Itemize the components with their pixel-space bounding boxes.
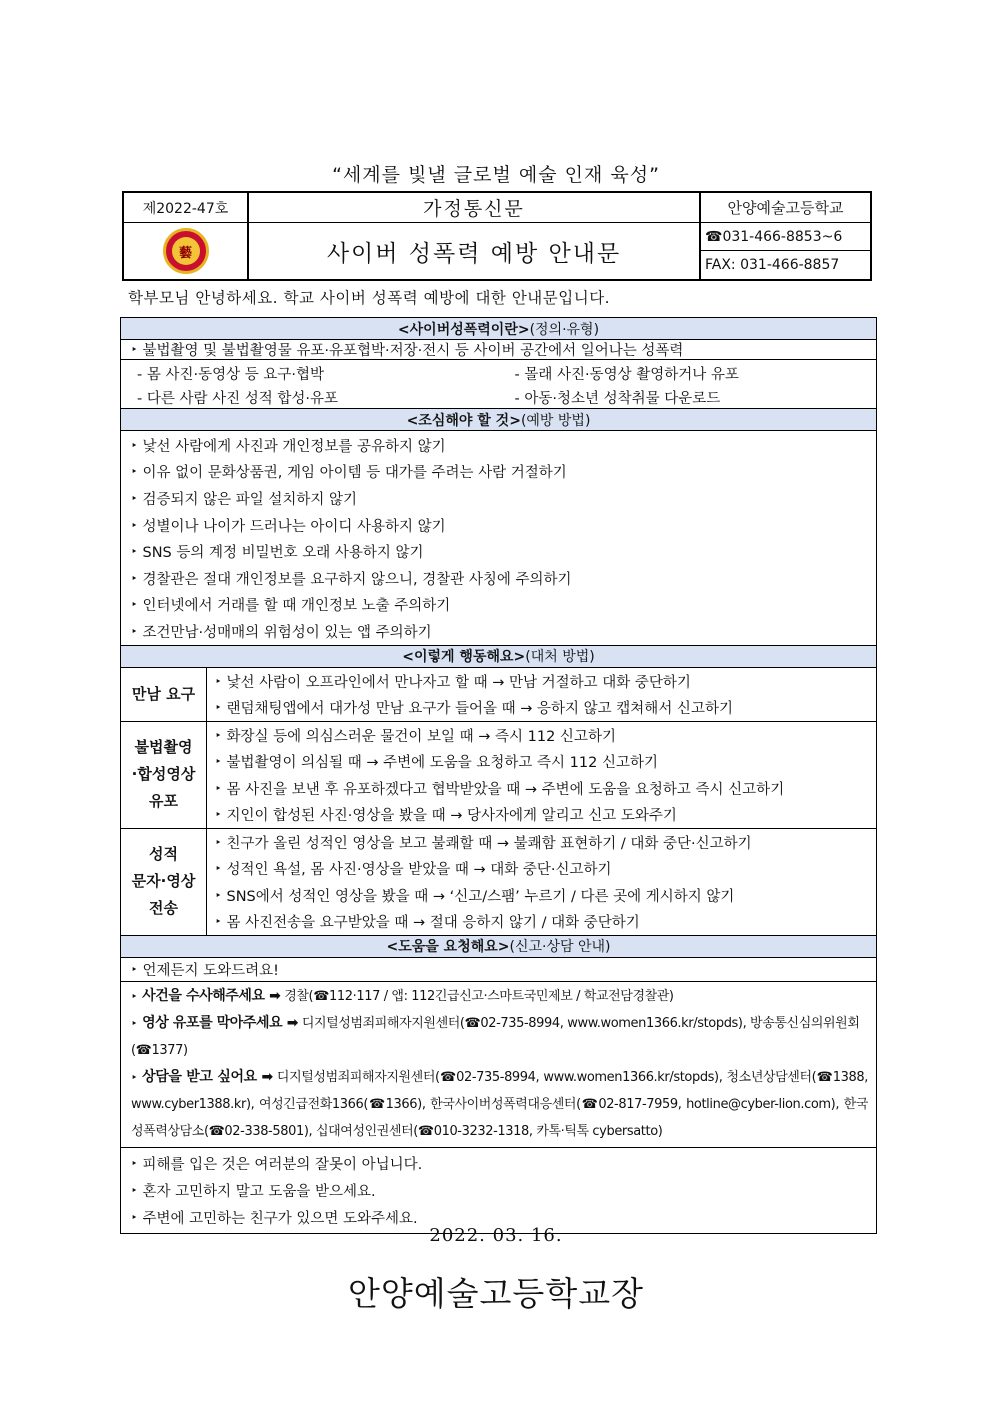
response-group-meeting bbox=[121, 668, 876, 722]
counsel-contact bbox=[121, 1064, 876, 1145]
group-label-line: 만남 요구 bbox=[131, 684, 196, 703]
police-contact bbox=[121, 983, 876, 1010]
list-item: ‣ 화장실 등에 의심스러운 물건이 보일 때 → 즉시 112 신고하기 bbox=[207, 722, 876, 749]
list-item: ‣ 성적인 욕설, 몸 사진·영상을 받았을 때 → 대화 중단·신고하기 bbox=[207, 855, 876, 882]
section-subtitle: (예방 방법) bbox=[520, 412, 591, 429]
group-label-line: 불법촬영 bbox=[134, 738, 193, 757]
contact-text: 디지털성범죄피해자지원센터(☎02-735-8994, www.women1366.kr/stopds), 청소년상담센터(☎1388, www.cyber1388.kr), 여성긴급전화1366(☎1366), 한국사이버성폭력대응센터(☎02-817-7959, hotline@cyber-lion.com), 한국성폭력상담소(☎02-338-5801), 십대여성인권센터(☎010-3232-1318, 카톡·틱톡 cybersatto) bbox=[131, 1069, 868, 1139]
issue-date: 2022. 03. 16. bbox=[429, 1225, 563, 1246]
list-item: ‣ SNS 등의 계정 비밀번호 오래 사용하지 않기 bbox=[121, 538, 876, 565]
group-label-line: 문자·영상 bbox=[131, 872, 196, 891]
contact-label: 사건을 수사해주세요 ➡ bbox=[142, 987, 281, 1004]
help-intro: ‣ 언제든지 도와드려요! bbox=[121, 958, 876, 982]
section-definition-header bbox=[121, 318, 876, 340]
school-motto: “세계를 빛낼 글로벌 예술 인재 육성” bbox=[332, 164, 660, 186]
list-item: ‣ 인터넷에서 거래를 할 때 개인정보 노출 주의하기 bbox=[121, 592, 876, 619]
help-contacts bbox=[121, 982, 876, 1148]
list-item: ‣ 이유 없이 문화상품권, 게임 아이템 등 대가를 주려는 사람 거절하기 bbox=[121, 459, 876, 486]
list-item: ‣ 몸 사진을 보낸 후 유포하겠다고 협박받았을 때 → 주변에 도움을 요청하고 즉시 신고하기 bbox=[207, 775, 876, 802]
principal-signature: 안양예술고등학교장 bbox=[348, 1274, 644, 1313]
list-item: ‣ 검증되지 않은 파일 설치하지 않기 bbox=[121, 485, 876, 512]
types-row-1 bbox=[121, 360, 876, 386]
contact-text: 디지털성범죄피해자지원센터(☎02-735-8994, www.women1366.kr/stopds), 방송통신심의위원회(☎1377) bbox=[131, 1015, 860, 1058]
prevention-list bbox=[121, 431, 876, 646]
section-response-header bbox=[121, 646, 876, 668]
section-title: <도움을 요청해요> bbox=[386, 939, 510, 956]
list-item: ‣ 혼자 고민하지 말고 도움을 받으세요. bbox=[121, 1177, 876, 1204]
type-item: - 몰래 사진·동영상 촬영하거나 유포 bbox=[514, 366, 739, 383]
school-fax: FAX: 031-466-8857 bbox=[705, 257, 840, 273]
closing-messages bbox=[121, 1148, 876, 1233]
list-item: ‣ SNS에서 성적인 영상을 봤을 때 → ‘신고/스팸’ 누르기 / 다른 곳에 게시하지 않기 bbox=[207, 882, 876, 909]
school-emblem-icon bbox=[163, 228, 209, 274]
school-logo bbox=[124, 223, 249, 279]
list-item: ‣ 피해를 입은 것은 여러분의 잘못이 아닙니다. bbox=[121, 1150, 876, 1177]
letter-header bbox=[122, 191, 872, 281]
section-subtitle: (정의·유형) bbox=[529, 321, 600, 338]
contact-label: 상담을 받고 싶어요 ➡ bbox=[142, 1068, 273, 1085]
section-subtitle: (신고·상담 안내) bbox=[509, 939, 611, 956]
group-label bbox=[121, 722, 207, 828]
letter-number: 제2022-47호 bbox=[124, 193, 249, 223]
letter-kind: 가정통신문 bbox=[249, 193, 701, 223]
list-item: ‣ 경찰관은 절대 개인정보를 요구하지 않으니, 경찰관 사칭에 주의하기 bbox=[121, 565, 876, 592]
group-label bbox=[121, 829, 207, 935]
content-table bbox=[120, 317, 877, 1234]
removal-contact bbox=[121, 1010, 876, 1064]
school-phone: ☎031-466-8853~6 bbox=[701, 223, 870, 251]
list-item: ‣ 몸 사진전송을 요구받았을 때 → 절대 응하지 않기 / 대화 중단하기 bbox=[207, 908, 876, 935]
types-row-2 bbox=[121, 386, 876, 409]
list-item: ‣ 주변에 고민하는 친구가 있으면 도와주세요. bbox=[121, 1204, 876, 1231]
greeting: 학부모님 안녕하세요. 학교 사이버 성폭력 예방에 대한 안내문입니다. bbox=[128, 289, 611, 307]
group-label-line: 유포 bbox=[149, 792, 178, 811]
list-item: ‣ 낯선 사람에게 사진과 개인정보를 공유하지 않기 bbox=[121, 432, 876, 459]
section-help-header bbox=[121, 936, 876, 958]
type-item: - 몸 사진·동영상 등 요구·협박 bbox=[137, 366, 324, 383]
group-items bbox=[207, 668, 876, 721]
group-items bbox=[207, 829, 876, 935]
list-item: ‣ 친구가 올린 성적인 영상을 보고 불쾌할 때 → 불쾌함 표현하기 / 대화 중단·신고하기 bbox=[207, 829, 876, 856]
list-item: ‣ 성별이나 나이가 드러나는 아이디 사용하지 않기 bbox=[121, 512, 876, 539]
response-group-illegal-filming bbox=[121, 722, 876, 829]
group-items bbox=[207, 722, 876, 828]
group-label bbox=[121, 668, 207, 721]
contact-text: 경찰(☎112·117 / 앱: 112긴급신고·스마트국민제보 / 학교전담경찰관) bbox=[280, 988, 674, 1004]
type-item: - 다른 사람 사진 성적 합성·유포 bbox=[137, 390, 338, 407]
type-item: - 아동·청소년 성착취물 다운로드 bbox=[514, 390, 721, 407]
list-item: ‣ 지인이 합성된 사진·영상을 봤을 때 → 당사자에게 알리고 신고 도와주기 bbox=[207, 801, 876, 828]
section-title: <사이버성폭력이란> bbox=[397, 321, 530, 338]
emblem-char: 藝 bbox=[172, 237, 200, 265]
definition-text: ‣ 불법촬영 및 불법촬영물 유포·유포협박·저장·전시 등 사이버 공간에서 일어나는 성폭력 bbox=[121, 340, 876, 360]
list-item: ‣ 랜덤채팅앱에서 대가성 만남 요구가 들어올 때 → 응하지 않고 캡쳐해서 신고하기 bbox=[207, 694, 876, 721]
response-group-sexual-messages bbox=[121, 829, 876, 936]
section-prevention-header bbox=[121, 409, 876, 431]
list-item: ‣ 낯선 사람이 오프라인에서 만나자고 할 때 → 만남 거절하고 대화 중단하기 bbox=[207, 668, 876, 695]
group-label-line: ·합성영상 bbox=[131, 765, 196, 784]
letter-title: 사이버 성폭력 예방 안내문 bbox=[249, 223, 701, 279]
section-title: <조심해야 할 것> bbox=[406, 412, 521, 429]
list-item: ‣ 조건만남·성매매의 위험성이 있는 앱 주의하기 bbox=[121, 618, 876, 645]
section-title: <이렇게 행동해요> bbox=[402, 649, 526, 666]
group-label-line: 전송 bbox=[149, 899, 178, 918]
section-subtitle: (대처 방법) bbox=[525, 649, 595, 666]
group-label-line: 성적 bbox=[149, 845, 178, 864]
list-item: ‣ 불법촬영이 의심될 때 → 주변에 도움을 요청하고 즉시 112 신고하기 bbox=[207, 748, 876, 775]
contact-label: 영상 유포를 막아주세요 ➡ bbox=[142, 1014, 299, 1031]
school-name: 안양예술고등학교 bbox=[701, 193, 870, 223]
